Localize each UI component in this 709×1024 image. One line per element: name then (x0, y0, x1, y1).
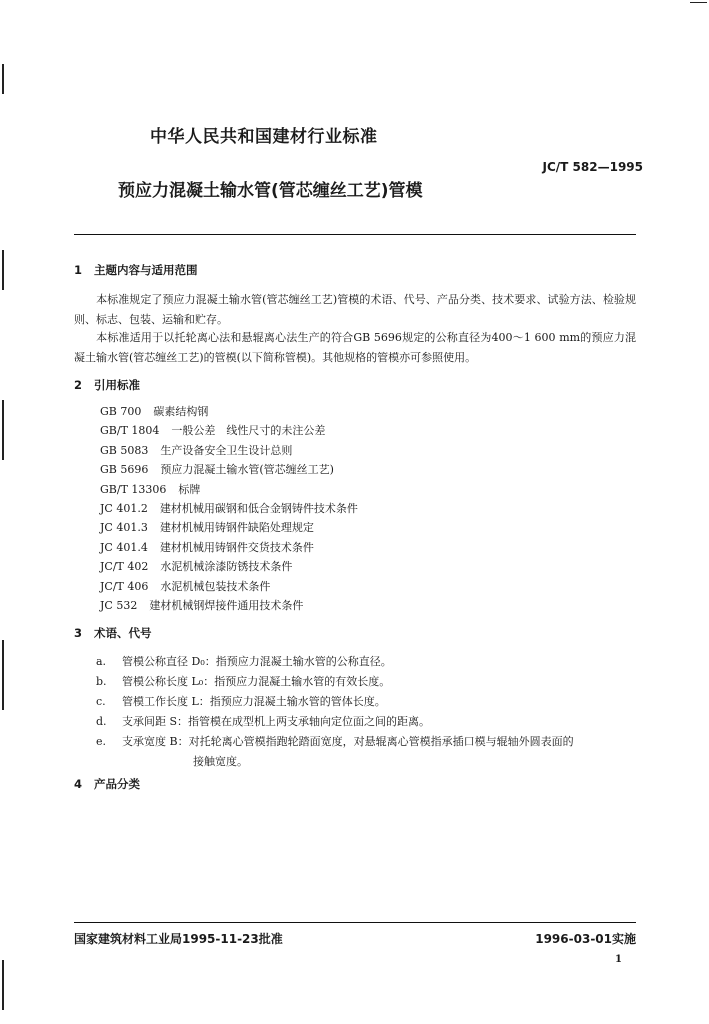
reference-title: 建材机械用铸钢件缺陷处理规定 (159, 521, 314, 535)
scan-edge-mark (2, 960, 4, 1010)
paragraph-text: 本标准适用于以托轮离心法和悬辊离心法生产的符合GB 5696规定的公称直径为400～1 600 mm的预应力混凝土输水管(管芯缠丝工艺)的管模(以下简称管模)。其他规格的管模亦可参照使用。 (74, 331, 636, 364)
footer-rule (74, 922, 636, 923)
reference-list (100, 402, 358, 615)
term-letter: c. (96, 695, 106, 708)
reference-item (100, 499, 358, 518)
reference-item (100, 480, 358, 499)
scan-edge-mark (2, 64, 4, 94)
term-text: 支承间距 S：指管模在成型机上两支承轴向定位面之间的距离。 (122, 715, 431, 728)
term-text-line: 支承宽度 B：对托轮离心管模指跑轮踏面宽度，对悬辊离心管模指承插口模与辊轴外圆表面的 (122, 735, 574, 748)
approval-note: 国家建筑材料工业局1995-11-23批准 (74, 932, 283, 946)
reference-code: GB 5696 (100, 463, 149, 477)
section-3-heading (74, 625, 152, 641)
reference-item (100, 596, 358, 615)
section-1-paragraph-1 (74, 290, 636, 330)
section-number: 2 (74, 378, 83, 392)
reference-title: 标牌 (178, 482, 201, 496)
reference-code: GB 5083 (100, 443, 149, 457)
section-2-heading (74, 377, 140, 393)
scan-edge-mark (2, 250, 4, 290)
reference-title: 建材机械用铸钢件交货技术条件 (159, 540, 314, 554)
reference-item (100, 518, 358, 537)
standard-category: 中华人民共和国建材行业标准 (150, 127, 378, 147)
reference-title: 水泥机械涂漆防锈技术条件 (160, 560, 293, 574)
reference-title: 建材机械钢焊接件通用技术条件 (149, 599, 304, 613)
reference-code: JC 401.4 (100, 540, 148, 554)
scan-edge-mark (2, 640, 4, 710)
reference-item (100, 402, 358, 421)
term-text-continuation: 接触宽度。 (193, 755, 248, 768)
reference-title: 水泥机械包装技术条件 (160, 579, 271, 593)
reference-item (100, 538, 358, 557)
page-number: 1 (615, 954, 622, 965)
term-list (96, 652, 636, 772)
section-1-heading (74, 262, 198, 278)
effective-date: 1996-03-01实施 (535, 932, 636, 946)
term-text: 管模工作长度 L：指预应力混凝土输水管的管体长度。 (122, 695, 386, 708)
reference-code: JC 532 (100, 599, 138, 613)
reference-item (100, 460, 358, 479)
section-number: 1 (74, 263, 83, 277)
reference-code: GB/T 1804 (100, 424, 160, 438)
reference-code: JC 401.3 (100, 521, 148, 535)
term-item (96, 672, 636, 692)
reference-code: GB 700 (100, 405, 142, 418)
section-number: 4 (74, 777, 83, 791)
reference-title: 预应力混凝土输水管(管芯缠丝工艺) (160, 463, 334, 477)
section-title: 产品分类 (94, 777, 140, 791)
paragraph-text: 本标准规定了预应力混凝土输水管(管芯缠丝工艺)管模的术语、代号、产品分类、技术要求、试验方法、检验规则、标志、包装、运输和贮存。 (74, 293, 636, 326)
reference-item (100, 441, 358, 460)
section-1-paragraph-2 (74, 328, 636, 368)
standard-code: JC/T 582—1995 (542, 160, 643, 174)
term-text: 管模公称直径 D₀：指预应力混凝土输水管的公称直径。 (122, 655, 392, 668)
reference-title: 碳素结构钢 (153, 405, 209, 418)
reference-code: JC 401.2 (100, 502, 148, 516)
section-title: 引用标准 (94, 378, 140, 392)
reference-code: GB/T 13306 (100, 482, 167, 496)
term-item (96, 652, 636, 672)
reference-item (100, 557, 358, 576)
reference-item (100, 421, 358, 440)
scan-corner-mark (690, 2, 707, 3)
section-number: 3 (74, 626, 83, 640)
reference-title: 生产设备安全卫生设计总则 (160, 443, 293, 457)
document-title: 预应力混凝土输水管(管芯缠丝工艺)管模 (118, 181, 423, 201)
term-letter: d. (96, 715, 107, 728)
reference-code: JC/T 406 (100, 579, 149, 593)
reference-code: JC/T 402 (100, 560, 149, 574)
term-item (96, 732, 636, 772)
reference-title: 一般公差 线性尺寸的未注公差 (171, 424, 326, 438)
term-text (122, 732, 636, 772)
section-4-heading (74, 776, 140, 792)
term-item (96, 712, 636, 732)
section-title: 主题内容与适用范围 (94, 263, 198, 277)
reference-item (100, 577, 358, 596)
section-title: 术语、代号 (94, 626, 152, 640)
term-item (96, 692, 636, 712)
scan-edge-mark (2, 400, 4, 460)
term-letter: e. (96, 735, 107, 748)
term-letter: b. (96, 675, 107, 688)
term-text: 管模公称长度 L₀：指预应力混凝土输水管的有效长度。 (122, 675, 391, 688)
header-rule (74, 234, 636, 235)
reference-title: 建材机械用碳钢和低合金钢铸件技术条件 (159, 502, 358, 516)
term-letter: a. (96, 655, 107, 668)
